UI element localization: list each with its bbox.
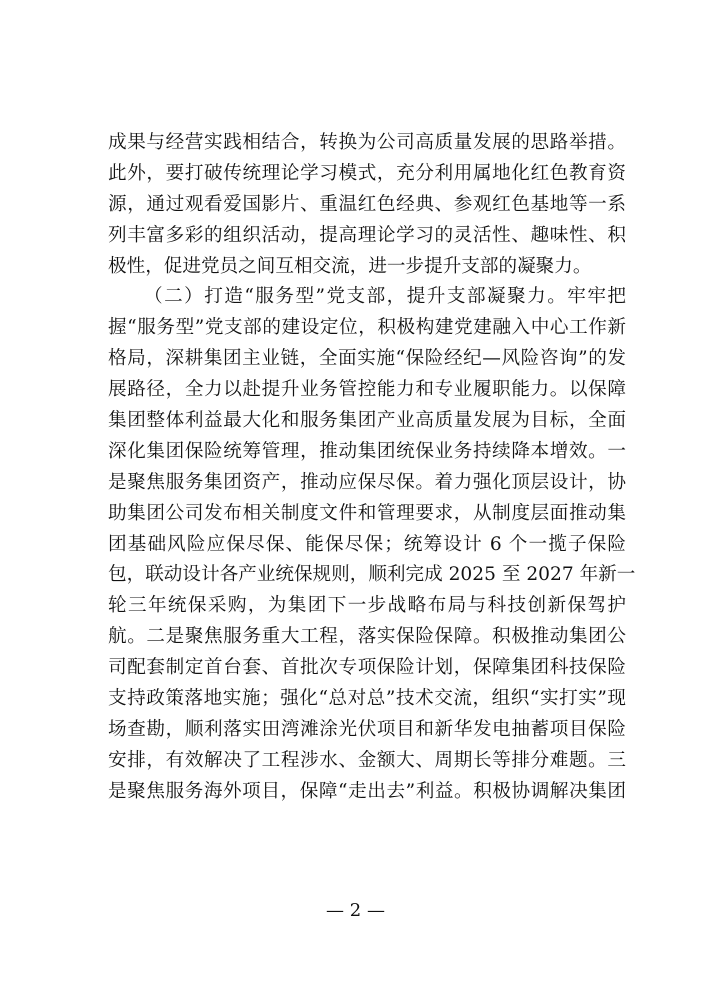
text-line: 列丰富多彩的组织活动，提高理论学习的灵活性、趣味性、积: [108, 224, 626, 246]
text-line: 展路径，全力以赴提升业务管控能力和专业履职能力。以保障: [108, 379, 626, 401]
text-line: 是聚焦服务海外项目，保障“走出去”利益。积极协调解决集团: [108, 780, 626, 802]
text-line: 包，联动设计各产业统保规则，顺利完成 2025 至 2027 年新一: [108, 564, 636, 586]
text-line: 此外，要打破传统理论学习模式，充分利用属地化红色教育资: [108, 162, 626, 184]
text-line: 安排，有效解决了工程涉水、金额大、周期长等排分难题。三: [108, 749, 626, 771]
page-number: — 2 —: [326, 900, 385, 921]
text-line: 格局，深耕集团主业链，全面实施“保险经纪—风险咨询”的发: [108, 348, 626, 370]
text-line: 极性，促进党员之间互相交流，进一步提升支部的凝聚力。: [108, 255, 592, 277]
body-text: [108, 128, 636, 808]
text-line: 集团整体利益最大化和服务集团产业高质量发展为目标，全面: [108, 410, 626, 432]
text-line: 源，通过观看爱国影片、重温红色经典、参观红色基地等一系: [108, 193, 626, 215]
text-line: 司配套制定首台套、首批次专项保险计划，保障集团科技保险: [108, 657, 626, 679]
text-line: 轮三年统保采购，为集团下一步战略布局与科技创新保驾护: [108, 595, 626, 617]
text-line: 握“服务型”党支部的建设定位，积极构建党建融入中心工作新: [108, 317, 626, 339]
section-heading-line: （二）打造“服务型”党支部，提升支部凝聚力。牢牢把: [144, 286, 626, 308]
text-line: 场查勘，顺利落实田湾滩涂光伏项目和新华发电抽蓄项目保险: [108, 718, 626, 740]
text-line: 深化集团保险统筹管理，推动集团统保业务持续降本增效。一: [108, 440, 626, 462]
text-line: 支持政策落地实施；强化“总对总”技术交流，组织“实打实”现: [108, 688, 626, 710]
text-line: 航。二是聚焦服务重大工程，落实保险保障。积极推动集团公: [108, 626, 626, 648]
text-line: 成果与经营实践相结合，转换为公司高质量发展的思路举措。: [108, 132, 626, 153]
text-line: 团基础风险应保尽保、能保尽保；统筹设计 6 个一揽子保险: [108, 533, 626, 555]
text-line: 是聚焦服务集团资产，推动应保尽保。着力强化顶层设计，协: [108, 471, 626, 493]
text-line: 助集团公司发布相关制度文件和管理要求，从制度层面推动集: [108, 502, 626, 524]
